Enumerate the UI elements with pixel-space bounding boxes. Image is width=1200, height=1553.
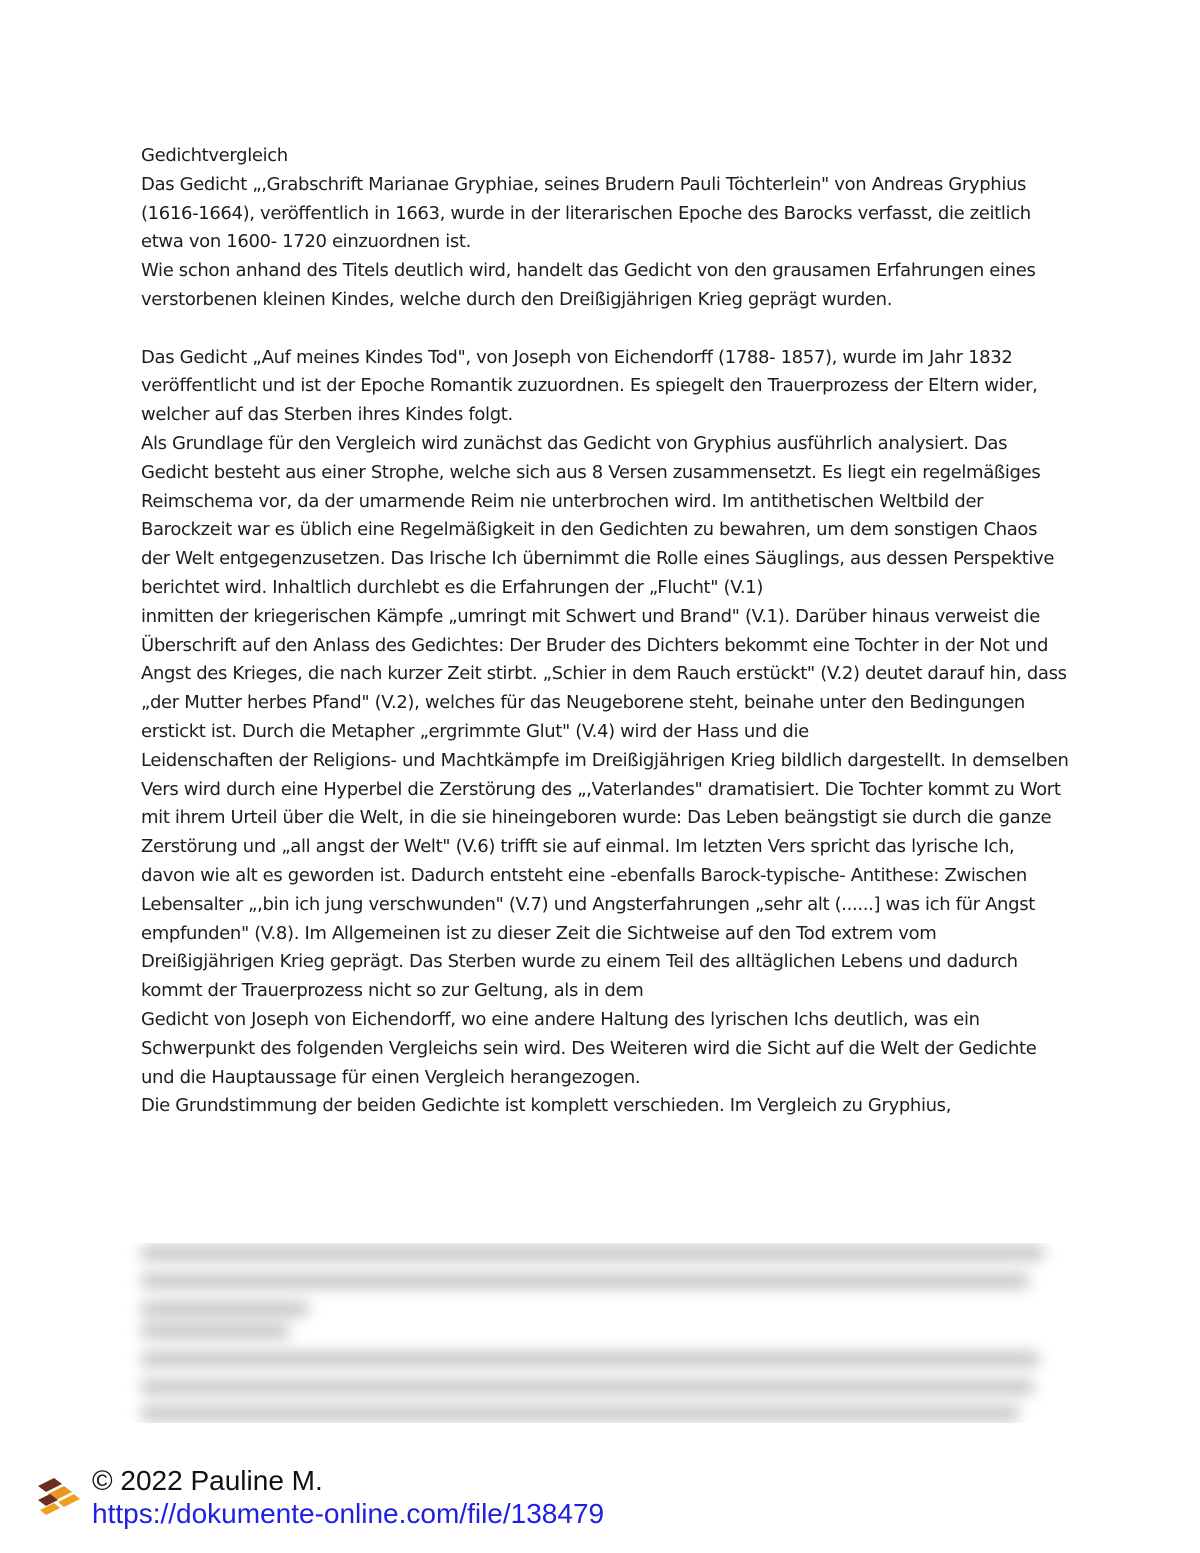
footer-copyright: © 2022 Pauline M. (92, 1465, 323, 1496)
paragraph-comparison-start: Die Grundstimmung der beiden Gedichte ist komplett verschieden. Im Vergleich zu Gryphius, (141, 1095, 952, 1117)
paragraph-analysis-metaphor: Leidenschaften der Religions- und Machtkämpfe im Dreißigjährigen Krieg bildlich dargestellt. In demselben Vers wird durch eine Hyperbel die Zerstörung des „,Vaterlandes" dramatisiert. Die Tochter kommt zu Wort mit ihrem Urteil über die Welt, in die sie hineingeboren wurde: Das Leben beängstigt sie durch die ganze Zerstörung und „all angst der Welt" (V.6) trifft sie auf einmal. Im letzten Vers spricht das lyrische Ich, davon wie alt es geworden ist. Dadurch entsteht eine -ebenfalls Barock-typische- Antithese: Zwischen Lebensalter „,bin ich jung verschwunden" (V.7) und Angsterfahrungen „sehr alt (......] was ich für Angst empfunden" (V.8). Im Allgemeinen ist zu dieser Zeit die Sichtweise auf den Tod extrem vom Dreißigjährigen Krieg geprägt. Das Sterben wurde zu einem Teil des alltäglichen Lebens und dadurch kommt der Trauerprozess nicht so zur Geltung, als in dem (141, 749, 1069, 1002)
paragraph-intro-eichendorff: Das Gedicht „Auf meines Kindes Tod", von Joseph von Eichendorff (1788- 1857), wurde im Jahr 1832 veröffentlicht und ist der Epoche Romantik zuzuordnen. Es spiegelt den Trauerprozess der Eltern wider, welcher auf das Sterben ihres Kindes folgt. (141, 346, 1038, 426)
paragraph-analysis-content: inmitten der kriegerischen Kämpfe „umringt mit Schwert und Brand" (V.1). Darüber hinaus verweist die Überschrift auf den Anlass des Gedichtes: Der Bruder des Dichters bekommt eine Tochter in der Not und Angst des Krieges, die nach kurzer Zeit stirbt. „Schier in dem Rauch erstückt" (V.2) deutet darauf hin, dass „der Mutter herbes Pfand" (V.2), welches für das Neugeborene steht, beinahe unter den Bedingungen erstickt ist. Durch die Metapher „ergrimmte Glut" (V.4) wird der Hass und die (141, 605, 1067, 742)
paragraph-intro-gryphius: Das Gedicht „,Grabschrift Marianae Gryphiae, seines Brudern Pauli Töchterlein" von Andreas Gryphius (1616-1664), veröffentlich in 1663, wurde in der literarischen Epoche des Barocks verfasst, die zeitlich etwa von 1600- 1720 einzuordnen ist. (141, 173, 1031, 253)
blurred-line (140, 1323, 290, 1339)
blurred-line (140, 1273, 1030, 1289)
dokumente-online-logo-icon (36, 1474, 82, 1520)
blurred-line (140, 1245, 1045, 1261)
footer-source-link[interactable]: https://dokumente-online.com/file/138479 (92, 1498, 605, 1529)
blurred-line (140, 1351, 1040, 1367)
paragraph-transition: Gedicht von Joseph von Eichendorff, wo eine andere Haltung des lyrischen Ichs deutlich, was ein Schwerpunkt des folgenden Vergleichs sein wird. Des Weiteren wird die Sicht auf die Welt der Gedichte und die Hauptaussage für einen Vergleich herangezogen. (141, 1008, 1037, 1088)
blurred-preview-text (126, 1243, 1076, 1423)
document-title: Gedichtvergleich (141, 145, 288, 166)
document-body (141, 142, 1071, 1121)
blurred-line (140, 1379, 1035, 1395)
blurred-line (140, 1405, 1020, 1421)
blurred-line (140, 1301, 310, 1317)
paragraph-gap (141, 315, 1071, 344)
paragraph-analysis-form: Als Grundlage für den Vergleich wird zunächst das Gedicht von Gryphius ausführlich analysiert. Das Gedicht besteht aus einer Strophe, welche sich aus 8 Versen zusammensetzt. Es liegt ein regelmäßiges Reimschema vor, da der umarmende Reim nie unterbrochen wird. Im antithetischen Weltbild der Barockzeit war es üblich eine Regelmäßigkeit in den Gedichten zu bewahren, um dem sonstigen Chaos der Welt entgegenzusetzen. Das Irische Ich übernimmt die Rolle eines Säuglings, aus dessen Perspektive berichtet wird. Inhaltlich durchlebt es die Erfahrungen der „Flucht" (V.1) (141, 432, 1055, 598)
paragraph-theme-gryphius: Wie schon anhand des Titels deutlich wird, handelt das Gedicht von den grausamen Erfahrungen eines verstorbenen kleinen Kindes, welche durch den Dreißigjährigen Krieg geprägt wurden. (141, 260, 1036, 310)
footer (36, 1462, 936, 1542)
